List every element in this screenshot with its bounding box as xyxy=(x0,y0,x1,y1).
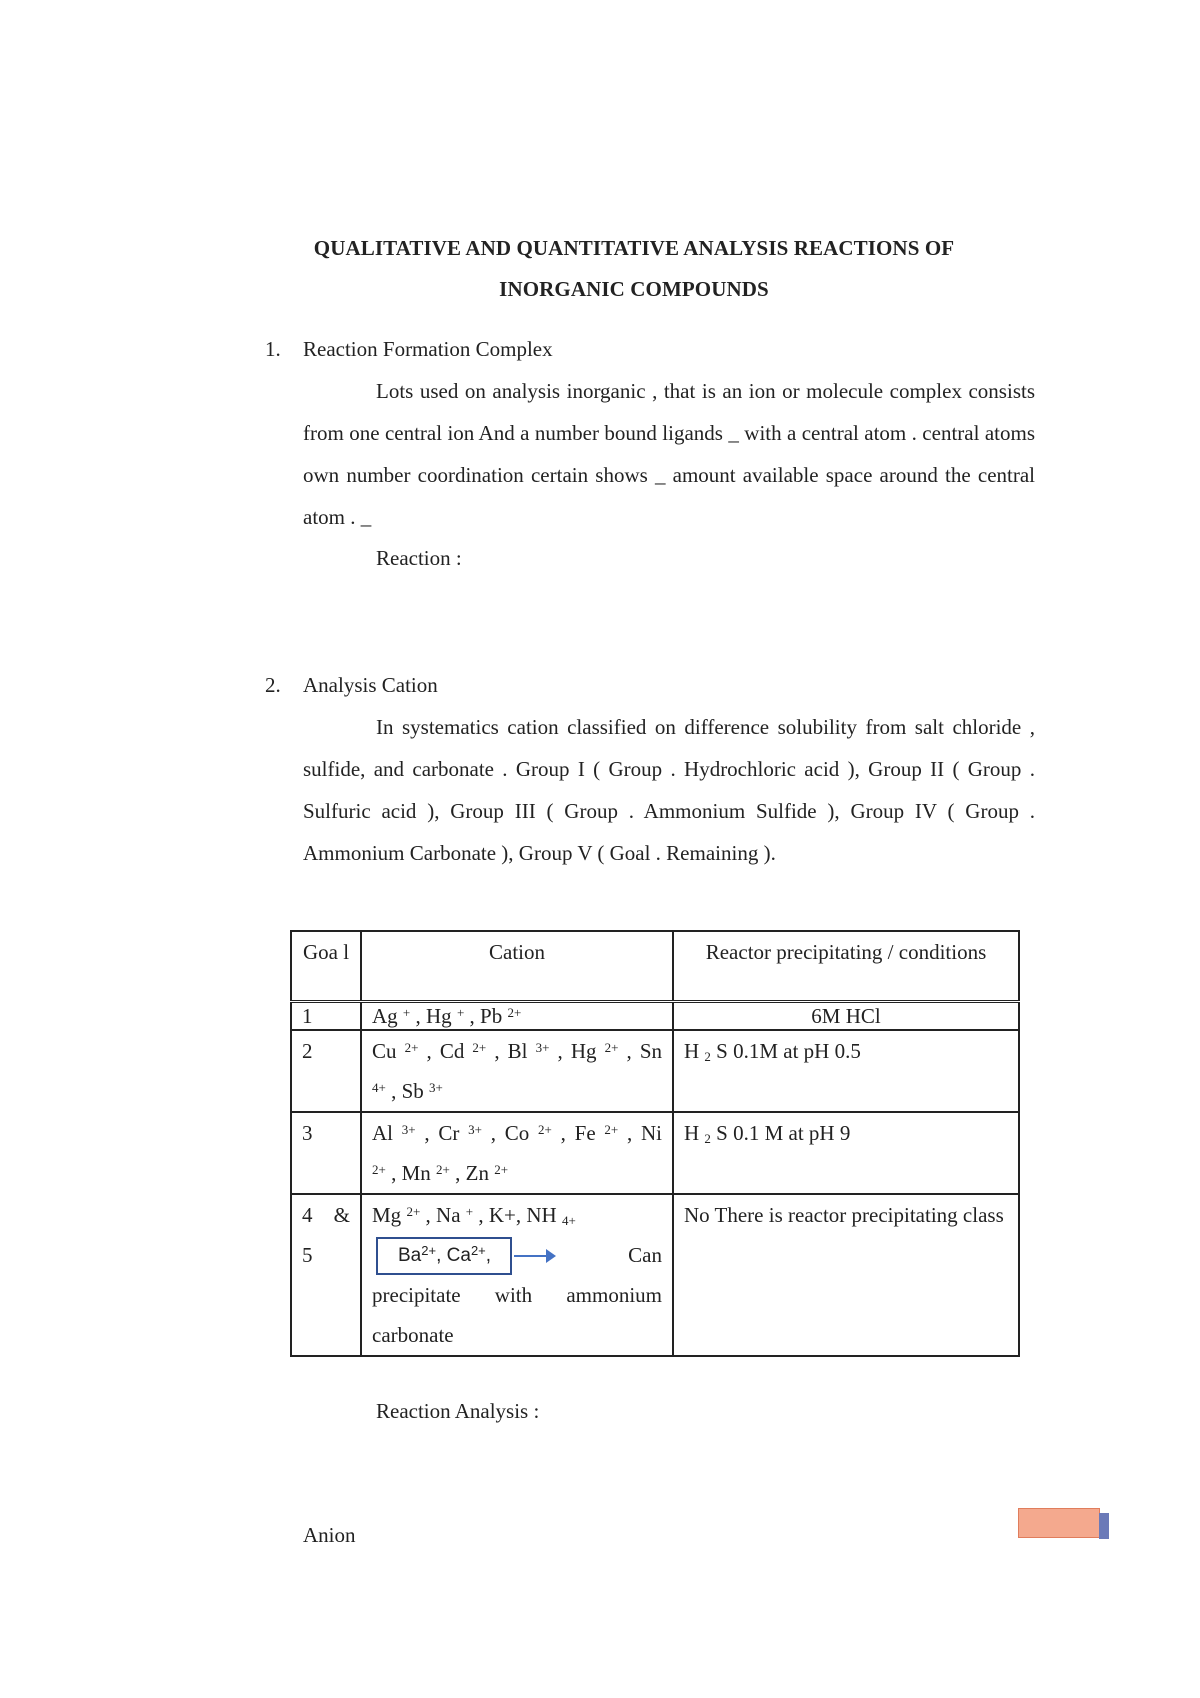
cell-cation: Mg $^{2+}$ , Na + , K+, NH $_{4+}$ $Ba^{2+}$, $Ca^{2+}$, Can precipitate with ammonium carbonate xyxy=(361,1194,673,1356)
reaction-label: Reaction : xyxy=(376,546,462,570)
boxed-ions-line xyxy=(372,1235,662,1275)
table-row xyxy=(291,1112,1019,1194)
cell-group: 2 xyxy=(291,1030,361,1112)
cell-cation: Al $^{3+}$ , Cr $^{3+}$ , Co $^{2+}$ , Fe $^{2+}$ , Ni $^{2+}$ , Mn $^{2+}$ , Zn $^{2+}$ xyxy=(361,1112,673,1194)
cell-reagent: H $_2$ S 0.1 M at pH 9 xyxy=(673,1112,1019,1194)
cation-group-table xyxy=(290,930,1020,1357)
section-2-title: Analysis Cation xyxy=(303,673,438,697)
cell-reagent: H $_2$ S 0.1M at pH 0.5 xyxy=(673,1030,1019,1112)
section-1-number: 1. xyxy=(265,337,281,361)
cell-group: 4 & 5 xyxy=(291,1194,361,1356)
header-cation: Cation xyxy=(361,931,673,1002)
cell-reagent: No There is reactor precipitating class xyxy=(673,1194,1019,1356)
section-1-title: Reaction Formation Complex xyxy=(303,337,553,361)
table-row xyxy=(291,1030,1019,1112)
cell-reagent: 6M HCl xyxy=(673,1002,1019,1031)
table-row xyxy=(291,1002,1019,1031)
anion-heading: Anion xyxy=(303,1523,356,1547)
boxed-note-text: precipitate with ammonium carbonate xyxy=(372,1283,662,1347)
cell-cation: Cu $^{2+}$ , Cd $^{2+}$ , Bl $^{3+}$ , Hg $^{2+}$ , Sn $^{4+}$ , Sb $^{3+}$ xyxy=(361,1030,673,1112)
section-1-paragraph: Lots used on analysis inorganic , that is an ion or molecule complex consists from one central ion And a number bound ligands _ with a central atom . central atoms own number coordination certain shows _ amount available space around the central atom . _ xyxy=(303,379,1035,529)
boxed-ions: $Ba^{2+}$, $Ca^{2+}$, xyxy=(376,1237,512,1275)
title-line-2: INORGANIC COMPOUNDS xyxy=(499,277,769,301)
table-header-row xyxy=(291,931,1019,1002)
cell-cation: Ag + , Hg + , Pb $^{2+}$ xyxy=(361,1002,673,1031)
cell-group: 1 xyxy=(291,1002,361,1031)
document-title xyxy=(250,228,1018,310)
table-row xyxy=(291,1194,1019,1356)
section-2-paragraph: In systematics cation classified on difference solubility from salt chloride , sulfide, and carbonate . Group I ( Group . Hydrochloric acid ), Group II ( Group . Sulfuric acid ), Group III ( Group . Ammonium Sulfide ), Group IV ( Group . Ammonium Carbonate ), Group V ( Goal . Remaining ). xyxy=(303,715,1035,865)
header-reagent: Reactor precipitating / conditions xyxy=(673,931,1019,1002)
section-2-number: 2. xyxy=(265,673,281,697)
title-line-1: QUALITATIVE AND QUANTITATIVE ANALYSIS REACTIONS OF xyxy=(313,236,955,260)
header-group: Goa l xyxy=(291,931,361,1002)
cell-group: 3 xyxy=(291,1112,361,1194)
reaction-analysis-label: Reaction Analysis : xyxy=(376,1399,540,1423)
page-corner-badge xyxy=(1018,1508,1100,1538)
arrow-right-icon xyxy=(514,1255,552,1257)
boxed-note-can: Can xyxy=(628,1243,662,1267)
